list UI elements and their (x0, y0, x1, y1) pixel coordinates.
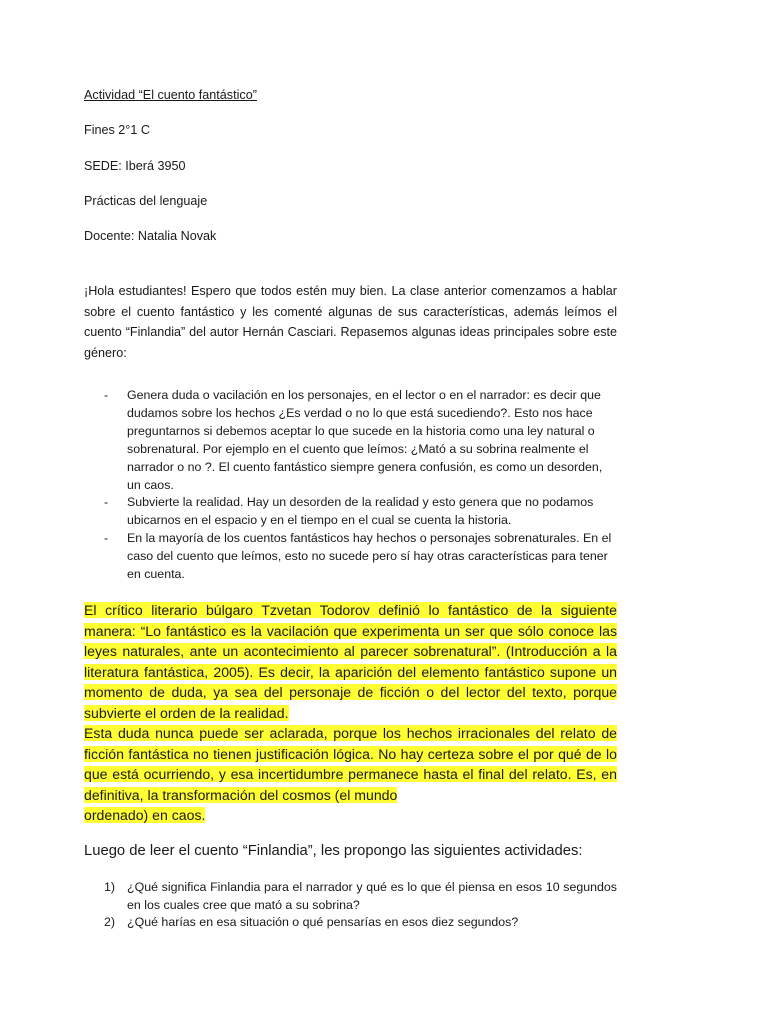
activities-intro: Luego de leer el cuento “Finlandia”, les propongo las siguientes actividades: (84, 843, 583, 859)
list-marker: - (104, 495, 109, 510)
list-item (84, 530, 617, 584)
highlighted-text: Esta duda nunca puede ser aclarada, porque los hechos irracionales del relato de ficción fantástica no tienen justificación lógica. No hay certeza sobre el por qué de lo que está ocurriendo, y esa incertidumbre permanece hasta el final del relato. Es, en definitiva, la transformación del cosmos (el mundo (84, 725, 617, 803)
intro-paragraph: ¡Hola estudiantes! Espero que todos estén muy bien. La clase anterior comenzamos a hablar sobre el cuento fantástico y les comenté algunas de sus características, además leímos el cuento “Finlandia” del autor Hernán Casciari. Repasemos algunas ideas principales sobre este género: (84, 284, 617, 360)
list-item-text: Genera duda o vacilación en los personajes, en el lector o en el narrador: es decir que dudamos sobre los hechos ¿Es verdad o no lo que está sucediendo?. Esto nos hace preguntarnos si debemos aceptar lo que sucede en la historia como una ley natural o sobrenatural. Por ejemplo en el cuento que leímos: ¿Mató a su sobrina realmente el narrador o no ?. El cuento fantástico siempre genera confusión, es como un desorden, un caos. (127, 388, 603, 492)
highlighted-text: ordenado) en caos. (84, 807, 206, 823)
todorov-quote-block (84, 600, 617, 826)
activities-list (84, 879, 617, 932)
highlighted-text: El crítico literario búlgaro Tzvetan Todorov definió lo fantástico de la siguiente manera: “Lo fantástico es la vacilación que experimenta un ser que sólo conoce las leyes naturales, ante un acontecimiento al parecer sobrenatural”. (Introducción a la literatura fantástica, 2005). Es decir, la aparición del elemento fantástico supone un momento de duda, ya sea del personaje de ficción o del lector del texto, porque subvierte el orden de la realidad. (84, 602, 617, 721)
highlighted-paragraph (84, 723, 617, 805)
teacher-line: Docente: Natalia Novak (84, 229, 217, 243)
list-item-text: Subvierte la realidad. Hay un desorden de la realidad y esto genera que no podamos ubicarnos en el espacio y en el tiempo en el cual se cuenta la historia. (127, 495, 594, 528)
list-item (84, 494, 617, 530)
question-item (84, 914, 617, 932)
subject-line: Prácticas del lenguaje (84, 194, 208, 208)
genre-features-list (84, 387, 617, 584)
question-item (84, 879, 617, 914)
question-number: 2) (104, 915, 116, 929)
list-marker: - (104, 388, 109, 402)
question-text: ¿Qué significa Finlandia para el narrador y qué es lo que él piensa en esos 10 segundos en los cuales cree que mató a su sobrina? (127, 880, 617, 912)
question-number: 1) (104, 880, 116, 894)
list-marker: - (104, 531, 109, 546)
document-title: Actividad “El cuento fantástico” (84, 88, 257, 102)
course-line: Fines 2°1 C (84, 123, 150, 137)
highlighted-paragraph (84, 805, 617, 826)
list-item-text: En la mayoría de los cuentos fantásticos hay hechos o personajes sobrenaturales. En el caso del cuento que leímos, esto no sucede pero sí hay otras características para tener en cuenta. (127, 531, 612, 582)
sede-line: SEDE: Iberá 3950 (84, 159, 186, 173)
list-item (84, 387, 617, 494)
highlighted-paragraph (84, 600, 617, 723)
question-text: ¿Qué harías en esa situación o qué pensarías en esos diez segundos? (127, 915, 519, 929)
